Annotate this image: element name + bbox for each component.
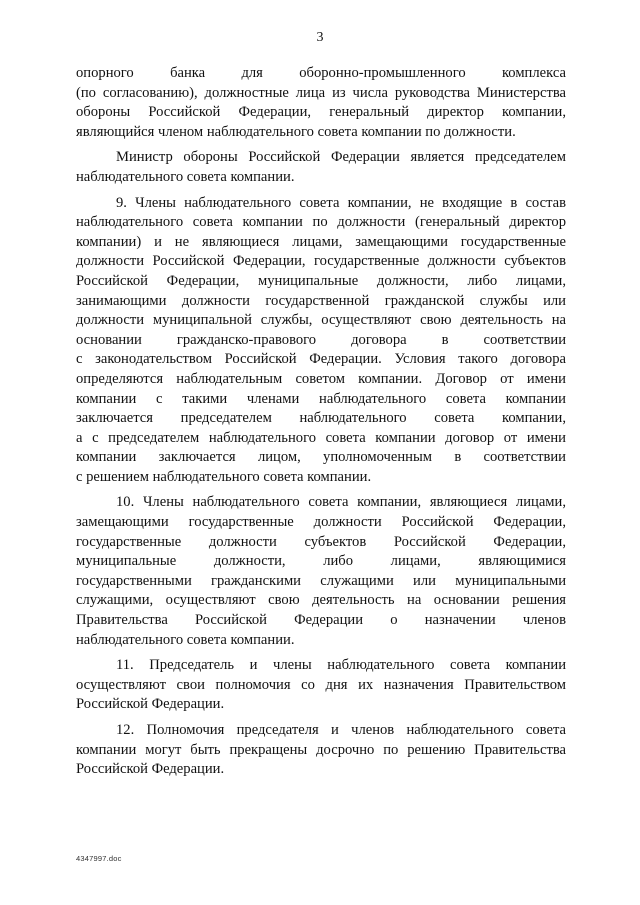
paragraph: [76, 148, 566, 187]
text-line: Правительства Российской Федерации о назначении членов: [76, 612, 566, 629]
text-line: Российской Федерации.: [76, 761, 225, 778]
text-line: 11. Председатель и члены наблюдательного совета компании: [116, 657, 566, 674]
text-line: основании гражданско-правового договора в соответствии: [76, 331, 566, 348]
page-number: 3: [316, 30, 324, 45]
text-line: опорного банка для оборонно-промышленного комплекса: [76, 65, 566, 81]
text-line: Российской Федерации.: [76, 696, 225, 713]
paragraph: [76, 194, 566, 488]
text-line: осуществляют свои полномочия со дня их назначения Правительством: [76, 676, 566, 693]
paragraph: [76, 656, 566, 715]
text-line: наблюдательного совета компании.: [76, 631, 295, 648]
text-line: компании заключается лицом, уполномоченным в соответствии: [76, 449, 566, 466]
paragraph: [76, 721, 566, 780]
text-line: 12. Полномочия председателя и членов наблюдательного совета: [116, 722, 566, 738]
text-line: компании) и не являющиеся лицами, замещающими государственные: [76, 233, 566, 250]
text-line: наблюдательного совета компании по должности (генеральный директор: [76, 214, 566, 231]
text-line: государственными гражданскими служащими или муниципальными: [76, 572, 566, 589]
text-line: (по согласованию), должностные лица из числа руководства Министерства: [76, 84, 566, 101]
document-code-footer: 4347997.doc: [76, 854, 122, 863]
text-line: компании с такими членами наблюдательного совета компании: [76, 390, 566, 407]
text-line: должности муниципальной службы, осуществляют свою деятельность на: [76, 312, 566, 329]
text-line: являющийся членом наблюдательного совета компании по должности.: [76, 123, 516, 140]
document-body: [76, 64, 566, 786]
text-line: обороны Российской Федерации, генеральный директор компании,: [76, 104, 566, 121]
paragraph: [76, 64, 566, 142]
text-line: а с председателем наблюдательного совета компании договор от имени: [76, 429, 566, 446]
text-line: с законодательством Российской Федерации. Условия такого договора: [76, 351, 566, 368]
paragraph: [76, 493, 566, 650]
text-line: муниципальные должности, либо лицами, являющимися: [76, 553, 566, 570]
text-line: замещающими государственные должности Российской Федерации,: [76, 514, 566, 531]
text-line: занимающими должности государственной гражданской службы или: [76, 292, 566, 309]
text-line: определяются наблюдательным советом компании. Договор от имени: [76, 370, 566, 387]
text-line: Российской Федерации, муниципальные должности, либо лицами,: [76, 272, 566, 289]
text-line: компании могут быть прекращены досрочно по решению Правительства: [76, 741, 566, 758]
text-line: должности Российской Федерации, государственные должности субъектов: [76, 253, 566, 270]
text-line: 10. Члены наблюдательного совета компании, являющиеся лицами,: [116, 494, 566, 511]
text-line: заключается председателем наблюдательного совета компании,: [76, 410, 566, 427]
text-line: 9. Члены наблюдательного совета компании, не входящие в состав: [116, 194, 566, 211]
text-line: с решением наблюдательного совета компании.: [76, 468, 372, 485]
text-line: служащими, осуществляют свою деятельность на основании решения: [76, 592, 566, 609]
text-line: государственные должности субъектов Российской Федерации,: [76, 533, 566, 550]
text-line: Министр обороны Российской Федерации является председателем: [116, 149, 566, 166]
text-line: наблюдательного совета компании.: [76, 168, 295, 185]
